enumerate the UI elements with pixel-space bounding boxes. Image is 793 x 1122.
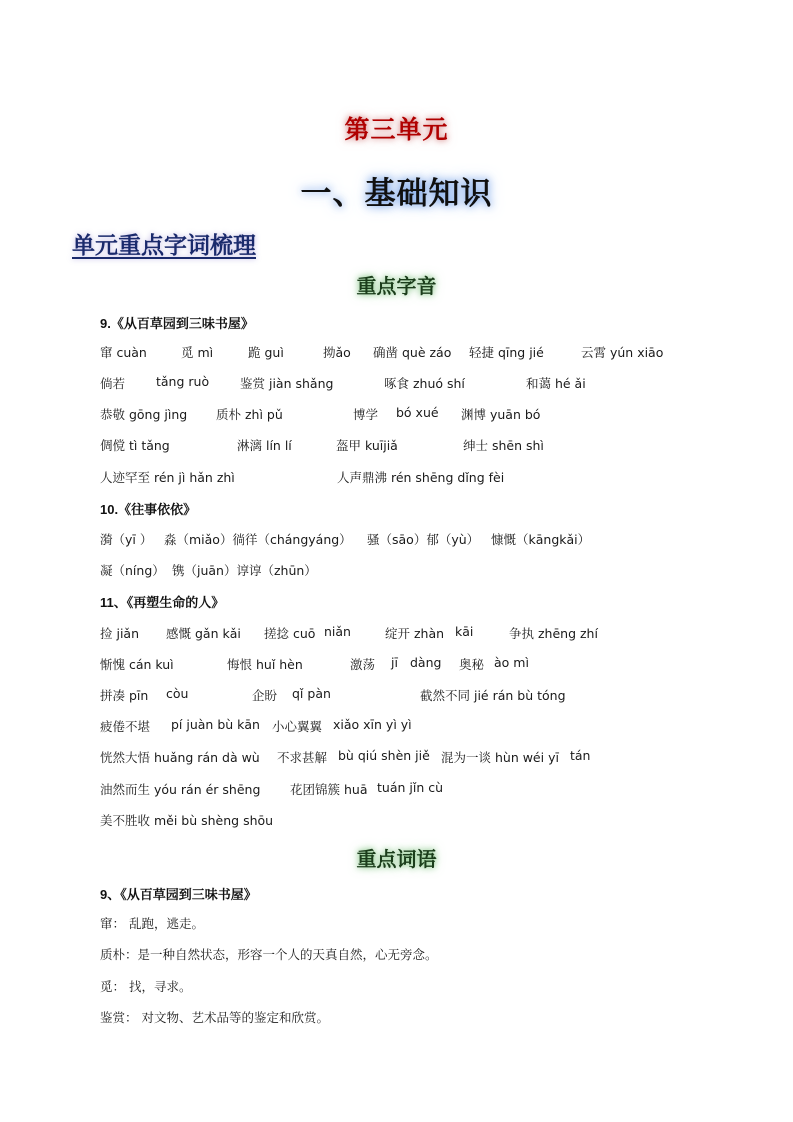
lesson9-title: 9.《从百草园到三味书屋》 (100, 316, 254, 331)
word-item: 鉴赏 jiàn shǎng (240, 376, 334, 391)
lesson10-row-2 (0, 561, 793, 581)
word-item: pí juàn bù kān (171, 717, 260, 732)
vocab-heading: 重点词语 (356, 847, 437, 871)
definition-item: 窜： 乱跑，逃走。 (100, 916, 204, 931)
lesson11-row-3 (0, 686, 793, 706)
word-item: 恭敬 gōng jìng (100, 407, 188, 422)
definition-item: 觅： 找，寻求。 (100, 979, 192, 994)
lesson11-row-7 (0, 811, 793, 831)
word-item: qǐ pàn (292, 686, 331, 701)
word-item: 奥秘 (459, 657, 485, 672)
word-item: ào mì (494, 655, 529, 670)
word-item: 小心翼翼 (272, 719, 323, 734)
word-item: 美不胜收 měi bù shèng shōu (100, 813, 274, 828)
pronunciation-heading: 重点字音 (356, 274, 437, 298)
word-item: jī (391, 655, 398, 670)
word-item: 恍然大悟 huǎng rán dà wù (100, 750, 260, 765)
word-item: bù qiú shèn jiě (338, 748, 430, 763)
word-item: 油然而生 yóu rán ér shēng (100, 782, 261, 797)
word-item: xiǎo xīn yì yì (333, 717, 412, 732)
word-item: 博学 (353, 407, 379, 422)
definition-item: 鉴赏： 对文物、艺术品等的鉴定和欣赏。 (100, 1010, 329, 1025)
word-item: 盔甲 kuījiǎ (336, 438, 398, 453)
unit-title: 第三单元 (344, 115, 449, 144)
word-item: 不求甚解 (277, 750, 328, 765)
lesson11-title: 11、《再塑生命的人》 (100, 595, 225, 610)
part-title: 一、基础知识 (300, 176, 493, 212)
word-item: 跪 guì (248, 345, 284, 360)
word-item: 和蔼 hé ǎi (526, 376, 586, 391)
lesson11-row-2 (0, 655, 793, 675)
word-item: 倘若 (100, 376, 126, 391)
lesson10-title: 10.《往事依依》 (100, 502, 197, 517)
word-item: 悔恨 huǐ hèn (227, 657, 303, 672)
word-item: 啄食 zhuó shí (384, 376, 465, 391)
lesson9-row-4 (0, 436, 793, 456)
word-item: 倜傥 tì tǎng (100, 438, 170, 453)
lesson9-row-3 (0, 405, 793, 425)
word-item: 疲倦不堪 (100, 719, 151, 734)
word-item: 确凿 què záo (373, 345, 452, 360)
word-item: 争执 zhēng zhí (509, 626, 598, 641)
word-item: 窜 cuàn (100, 345, 147, 360)
lesson11-row-1 (0, 624, 793, 644)
word-item: 凝（níng） (100, 563, 165, 578)
word-item: niǎn (324, 624, 351, 639)
lesson11-row-5 (0, 748, 793, 768)
word-item: 淼（miǎo）徜徉（chángyáng） (164, 532, 352, 547)
word-item: còu (166, 686, 189, 701)
word-item: 捡 jiǎn (100, 626, 140, 641)
word-item: 截然不同 jié rán bù tóng (420, 688, 566, 703)
word-item: 骚（sāo）郁（yù） (367, 532, 480, 547)
lesson9-row-5 (0, 468, 793, 488)
word-item: tuán jǐn cù (377, 780, 444, 795)
lesson9-row-1 (0, 343, 793, 363)
lesson11-row-6 (0, 780, 793, 800)
word-item: 云霄 yún xiāo (581, 345, 664, 360)
word-item: 企盼 (252, 688, 278, 703)
word-item: 漪（yī ） (100, 532, 153, 547)
lesson10-row-1 (0, 530, 793, 550)
word-item: 觅 mì (181, 345, 214, 360)
lesson9-row-2 (0, 374, 793, 394)
word-item: 质朴 zhì pǔ (216, 407, 283, 422)
word-item: 激荡 (350, 657, 376, 672)
word-item: 花团锦簇 huā (290, 782, 368, 797)
definition-item: 质朴：是一种自然状态，形容一个人的天真自然，心无旁念。 (100, 947, 438, 962)
word-item: dàng (410, 655, 442, 670)
lesson11-row-4 (0, 717, 793, 737)
word-item: 人迹罕至 rén jì hǎn zhì (100, 470, 235, 485)
word-item: kāi (455, 624, 474, 639)
vocab-lesson-title: 9、《从百草园到三味书屋》 (100, 887, 257, 902)
word-item: 拼凑 pīn (100, 688, 149, 703)
word-item: 混为一谈 hùn wéi yī (441, 750, 559, 765)
word-item: tán (570, 748, 591, 763)
word-item: 镌（juān）谆谆（zhūn） (172, 563, 317, 578)
word-item: 淋漓 lín lí (237, 438, 292, 453)
word-item: 慷慨（kāngkǎi） (491, 532, 591, 547)
word-item: 渊博 yuān bó (461, 407, 541, 422)
word-item: bó xué (396, 405, 439, 420)
section-title: 单元重点字词梳理 (72, 232, 256, 259)
word-item: tǎng ruò (156, 374, 210, 389)
word-item: 绽开 zhàn (385, 626, 445, 641)
word-item: 轻捷 qīng jié (469, 345, 544, 360)
word-item: 拗ǎo (323, 345, 351, 360)
word-item: 搓捻 cuō (264, 626, 316, 641)
word-item: 感慨 gǎn kǎi (166, 626, 241, 641)
word-item: 绅士 shēn shì (463, 438, 544, 453)
word-item: 人声鼎沸 rén shēng dǐng fèi (337, 470, 505, 485)
word-item: 惭愧 cán kuì (100, 657, 174, 672)
